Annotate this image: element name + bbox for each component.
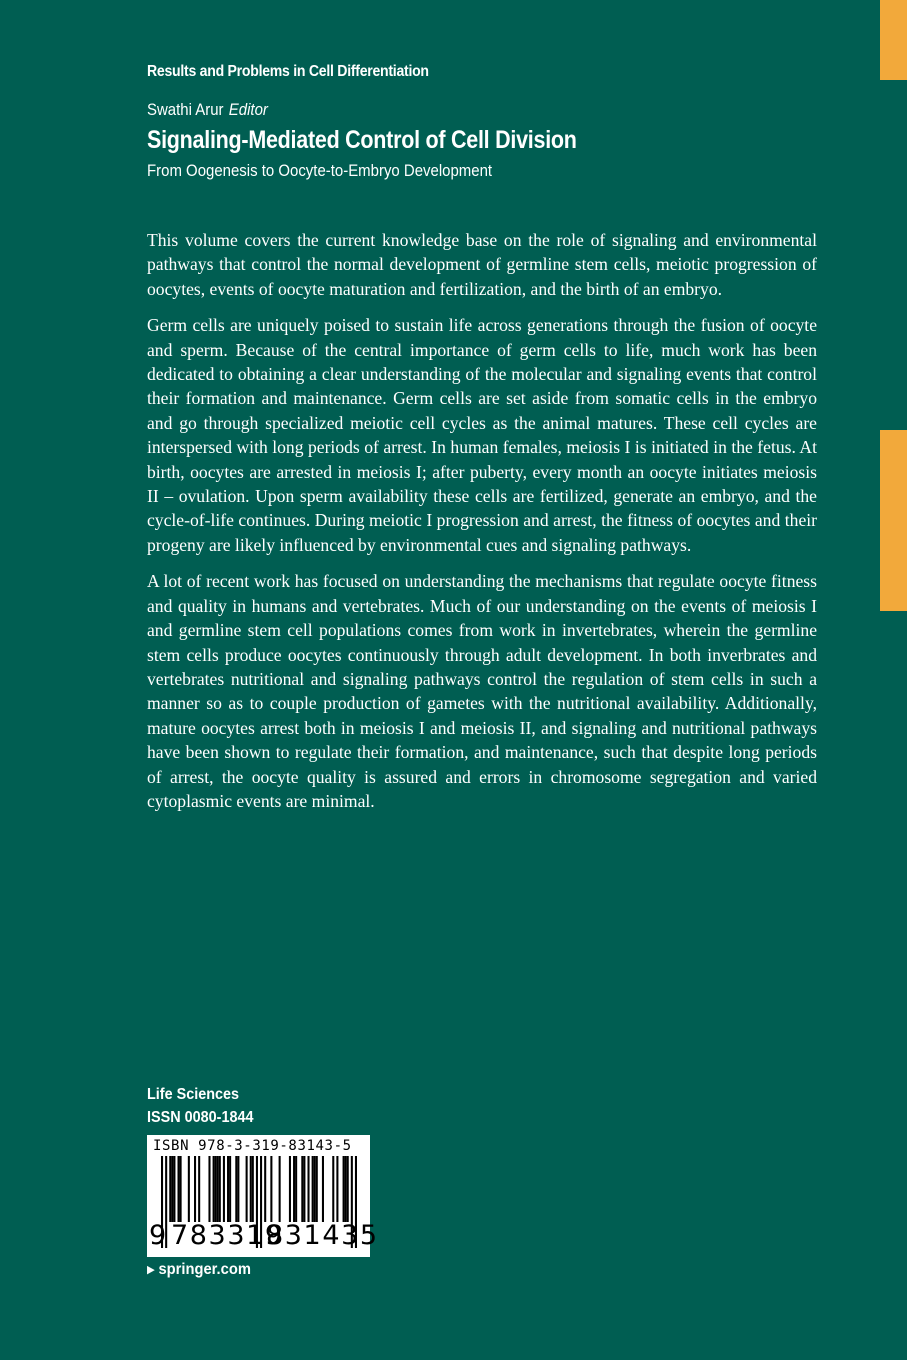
barcode-left-digits: 783319 bbox=[171, 1220, 284, 1251]
barcode-bar bbox=[316, 1156, 318, 1222]
isbn-barcode bbox=[147, 1135, 379, 1257]
barcode-first-digit: 9 bbox=[149, 1220, 167, 1251]
editor-role: Editor bbox=[228, 100, 268, 119]
barcode-bar bbox=[293, 1156, 295, 1222]
isbn-label: ISBN 978-3-319-83143-5 bbox=[153, 1138, 352, 1154]
barcode-bar bbox=[303, 1156, 305, 1222]
barcode-bar bbox=[295, 1156, 297, 1222]
barcode-bar bbox=[307, 1156, 309, 1222]
barcode-bar bbox=[343, 1156, 345, 1222]
barcode-bar bbox=[289, 1156, 291, 1222]
barcode-bar bbox=[264, 1156, 266, 1222]
barcode-bar bbox=[171, 1156, 173, 1222]
barcode-bar bbox=[198, 1156, 200, 1222]
website-link[interactable]: springer.com bbox=[158, 1261, 251, 1278]
issn: ISSN 0080-1844 bbox=[147, 1109, 254, 1126]
triangle-right-icon: ▶ bbox=[147, 1264, 155, 1276]
barcode-bar bbox=[336, 1156, 338, 1222]
barcode-bar bbox=[173, 1156, 175, 1222]
series-name: Results and Problems in Cell Differentiation bbox=[147, 63, 429, 80]
blurb-paragraph: Germ cells are uniquely poised to sustain life across generations through the fusion of oocyte and sperm. Because of the central importance of germ cells to life, much work has been dedicated to obtaining a clear understanding of the molecular and signaling events that control their formation and maintenance. Germ cells are set aside from somatic cells in the embryo and go through specialized meiotic cell cycles as the animal matures. These cell cycles are interspersed with long periods of arrest. In human females, meiosis I is initiated in the fetus. At birth, oocytes are arrested in meiosis I; after puberty, every month an oocyte initiates meiosis II – ovulation. Upon sperm availability these cells are fertilized, generate an embryo, and the cycle-of-life continues. During meiotic I progression and arrest, the fitness of oocytes and their progeny are likely influenced by environmental cues and signaling pathways. bbox=[147, 315, 817, 555]
blurb-paragraph: A lot of recent work has focused on understanding the mechanisms that regulate oocyte fitness and quality in humans and vertebrates. Much of our understanding on the events of meiosis I and germline stem cell populations comes from work in invertebrates, wherein the germline stem cells produce oocytes continuously through adult development. In both inverbrates and vertebrates nutritional and signaling pathways control the regulation of stem cells in such a manner so as to couple production of gametes with the nutritional availability. Additionally, mature oocytes arrest both in meiosis I and meiosis II, and signaling and nutritional pathways have been shown to regulate their formation, and maintenance, such that despite long periods of arrest, the oocyte quality is assured and errors in chromosome segregation and varied cytoplasmic events are minimal. bbox=[147, 571, 817, 811]
barcode-bar bbox=[217, 1156, 219, 1222]
book-subtitle: From Oogenesis to Oocyte-to-Embryo Development bbox=[147, 161, 493, 180]
barcode-right-digits: 831435 bbox=[266, 1220, 379, 1251]
barcode-bar bbox=[301, 1156, 303, 1222]
barcode-bar bbox=[332, 1156, 334, 1222]
barcode-bar bbox=[252, 1156, 254, 1222]
book-title: Signaling-Mediated Control of Cell Division bbox=[147, 126, 577, 154]
barcode-bar bbox=[314, 1156, 316, 1222]
orange-edge-tab-middle bbox=[880, 430, 907, 611]
barcode-bar bbox=[213, 1156, 215, 1222]
barcode-bar bbox=[235, 1156, 237, 1222]
barcode-bar bbox=[312, 1156, 314, 1222]
subject-category: Life Sciences bbox=[147, 1086, 240, 1103]
blurb bbox=[147, 228, 817, 825]
barcode-bar bbox=[322, 1156, 324, 1222]
barcode-bar bbox=[246, 1156, 248, 1222]
barcode-bar bbox=[180, 1156, 182, 1222]
barcode-bar bbox=[229, 1156, 231, 1222]
barcode-bar bbox=[227, 1156, 229, 1222]
barcode-bar bbox=[215, 1156, 217, 1222]
barcode-bar bbox=[250, 1156, 252, 1222]
barcode-bar bbox=[169, 1156, 171, 1222]
barcode-bar bbox=[208, 1156, 210, 1222]
barcode-bar bbox=[237, 1156, 239, 1222]
barcode-bar bbox=[279, 1156, 281, 1222]
publisher-website[interactable] bbox=[147, 1261, 251, 1279]
barcode-bar bbox=[188, 1156, 190, 1222]
barcode-bar bbox=[347, 1156, 349, 1222]
barcode-bar bbox=[345, 1156, 347, 1222]
barcode-bar bbox=[223, 1156, 225, 1222]
barcode-bar bbox=[194, 1156, 196, 1222]
editor-name: Swathi Arur bbox=[147, 100, 224, 119]
blurb-paragraph: This volume covers the current knowledge base on the role of signaling and environmental pathways that control the normal development of germline stem cells, meiotic progression of oocytes, events of oocyte maturation and fertilization, and the birth of an embryo. bbox=[147, 230, 817, 299]
barcode-bar bbox=[219, 1156, 221, 1222]
orange-edge-tab-top bbox=[880, 0, 907, 80]
barcode-bar bbox=[270, 1156, 272, 1222]
editor-line bbox=[147, 100, 268, 120]
barcode-bar bbox=[178, 1156, 180, 1222]
